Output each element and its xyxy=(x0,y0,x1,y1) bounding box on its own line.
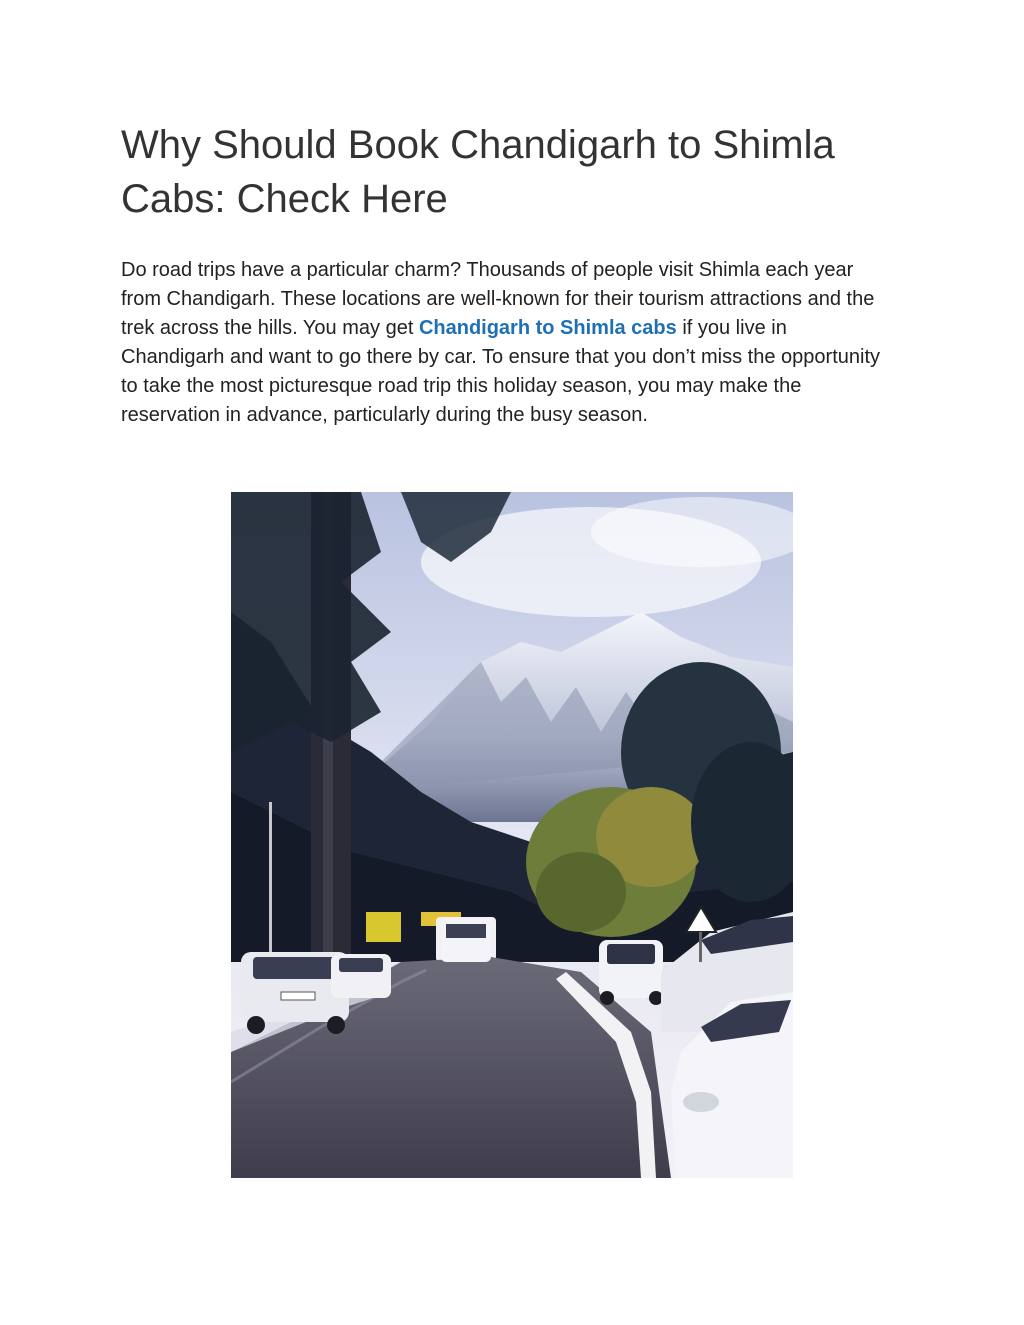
intro-paragraph xyxy=(121,256,891,430)
mountain-road-photo xyxy=(231,492,793,1178)
paragraph-text-after-link: if you live in Chandigarh and want to go there by car. To ensure that you don’t miss the opportunity to take the most picturesque road trip this holiday season, you may make the reservation in advance, particularly during the busy season. xyxy=(121,317,880,426)
chandigarh-to-shimla-cabs-link[interactable]: Chandigarh to Shimla cabs xyxy=(418,317,677,339)
page-title: Why Should Book Chandigarh to Shimla Cabs: Check Here xyxy=(121,123,835,221)
paragraph-text-before-link: Do road trips have a particular charm? Thousands of people visit Shimla each year from Chandigarh. These locations are well-known for their tourism attractions and the trek across the hills. You may get xyxy=(121,259,875,339)
